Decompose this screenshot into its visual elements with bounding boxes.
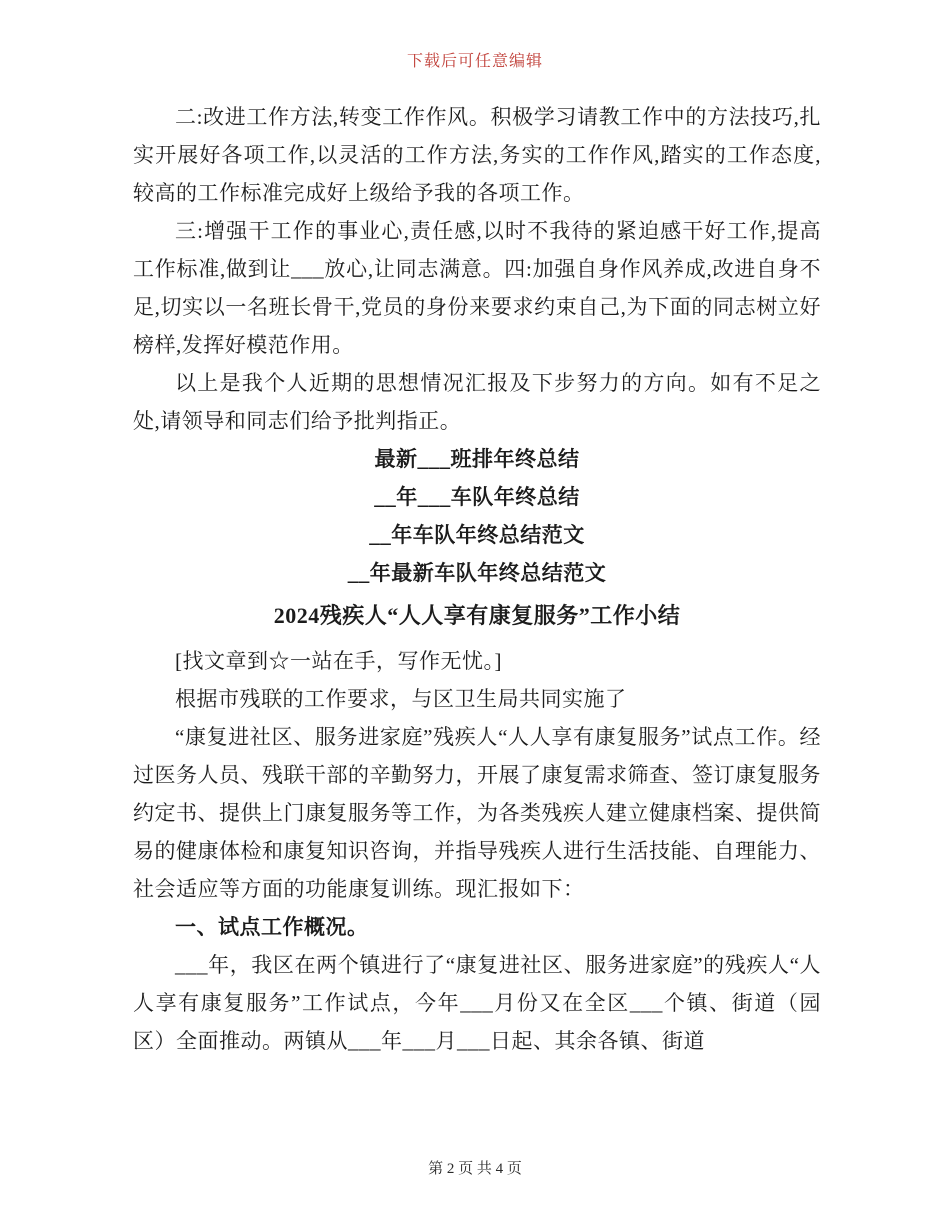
page-number-indicator: 第 2 页 共 4 页 xyxy=(428,1161,522,1177)
paragraph-work-method: 二:改进工作方法,转变工作作风。积极学习请教工作中的方法技巧,扎实开展好各项工作,以灵活的工作方法,务实的工作作风,踏实的工作态度,较高的工作标准完成好上级给予我的各项工作。 xyxy=(133,105,821,205)
page-footer xyxy=(0,1157,950,1178)
document-title: 2024残疾人“人人享有康复服务”工作小结 xyxy=(273,603,681,628)
document-body xyxy=(133,98,821,1060)
header-watermark: 下载后可任意编辑 xyxy=(406,53,543,70)
paragraph-pilot-work: “康复进社区、服务进家庭”残疾人“人人享有康复服务”试点工作。经过医务人员、残联干部的辛勤努力，开展了康复需求筛查、签订康复服务约定书、提供上门康复服务等工作，为各类残疾人建立健康档案、提供简易的健康体检和康复知识咨询，并指导残疾人进行生活技能、自理能力、社会适应等方面的功能康复训练。现汇报如下： xyxy=(133,725,821,901)
related-title-3: __年车队年终总结范文 xyxy=(369,523,585,547)
related-title-4: __年最新车队年终总结范文 xyxy=(347,561,607,585)
paragraph-closing-remark: 以上是我个人近期的思想情况汇报及下步努力的方向。如有不足之处,请领导和同志们给予批判指正。 xyxy=(133,371,821,433)
paragraph-responsibility: 三:增强干工作的事业心,责任感,以时不我待的紧迫感干好工作,提高工作标准,做到让___放心,让同志满意。四:加强自身作风养成,改进自身不足,切实以一名班长骨干,党员的身份来要求约束自己,为下面的同志树立好榜样,发挥好模范作用。 xyxy=(133,219,821,357)
paragraph-pilot-detail: ___年，我区在两个镇进行了“康复进社区、服务进家庭”的残疾人“人人享有康复服务”工作试点，今年___月份又在全区___个镇、街道（园区）全面推动。两镇从___年___月___日起、其余各镇、街道 xyxy=(133,953,821,1053)
paragraph-promo-note: [找文章到☆一站在手，写作无忧。] xyxy=(175,649,502,673)
paragraph-intro: 根据市残联的工作要求，与区卫生局共同实施了 xyxy=(175,687,627,711)
related-title-1: 最新___班排年终总结 xyxy=(374,447,580,471)
section-heading-overview: 一、试点工作概况。 xyxy=(175,915,369,939)
related-title-2: __年___车队年终总结 xyxy=(374,485,580,509)
